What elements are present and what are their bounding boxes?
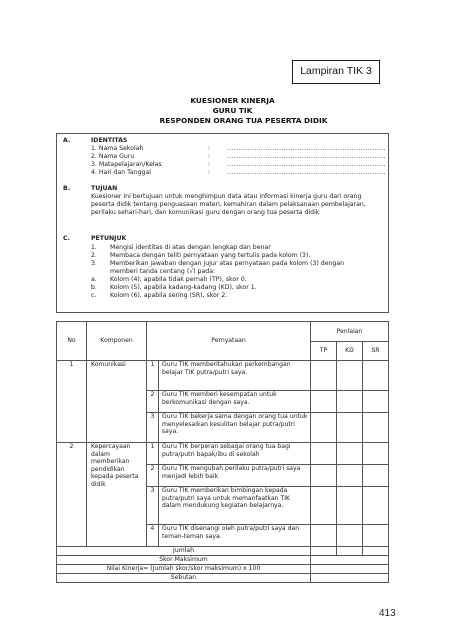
petunjuk-item <box>91 252 311 260</box>
table-row <box>57 443 389 465</box>
statement-text: Guru TIK memberitahukan perkembangan belajar TIK putra/putri saya. <box>159 361 311 391</box>
field-matapelajaran <box>91 161 386 169</box>
petunjuk-sub-item <box>91 292 228 300</box>
field-colon: : <box>208 145 211 152</box>
checkbox-tp[interactable] <box>311 525 337 547</box>
checkbox-sr[interactable] <box>363 413 389 443</box>
petunjuk-item <box>91 244 271 252</box>
footer-label: Sebutan <box>57 574 311 583</box>
footer-cell[interactable] <box>363 547 389 556</box>
title-line: KUESIONER KINERJA <box>190 96 275 105</box>
field-colon: : <box>208 161 211 168</box>
checkbox-tp[interactable] <box>311 443 337 465</box>
field-label: 4. Hari dan Tanggal <box>91 169 151 176</box>
header-penilaian: Penlaian <box>311 322 389 342</box>
fill-line: ...................................................................... <box>227 153 386 160</box>
title-line: GURU TIK <box>212 105 253 115</box>
statement-number: 3 <box>147 487 159 525</box>
field-nama-sekolah <box>91 145 386 153</box>
checkbox-kd[interactable] <box>337 487 363 525</box>
footer-label: Skor Maksimum <box>57 556 311 565</box>
checkbox-sr[interactable] <box>363 391 389 413</box>
checkbox-kd[interactable] <box>337 525 363 547</box>
table-row <box>57 361 389 391</box>
footer-row-jumlah <box>57 547 389 556</box>
appendix-label: Lampiran TIK 3 <box>292 60 380 84</box>
sub-letter: c. <box>91 292 97 299</box>
field-label: 1. Nama Sekolah <box>91 145 144 152</box>
statement-text: Guru TIK memberi kesempatan untuk berkomunikasi dengan saya. <box>159 391 311 413</box>
checkbox-sr[interactable] <box>363 525 389 547</box>
statement-number: 1 <box>147 361 159 391</box>
section-heading: IDENTITAS <box>91 137 128 144</box>
fill-line: ...................................................................... <box>227 161 386 168</box>
field-label: 2. Nama Guru <box>91 153 135 160</box>
header-komponen: Komponen <box>87 322 147 361</box>
statement-text: Guru TIK berperan sebagai orang tua bagi putra/putri bapak/ibu di sekolah <box>159 443 311 465</box>
item-text: Membaca dengan teliti pernyataan yang tertulis pada kolom (3). <box>110 252 311 259</box>
statement-text: Guru TIK bekerja sama dengan orang tua untuk menyelesaikan kesulitan belajar putra/putri saya. <box>159 413 311 443</box>
checkbox-tp[interactable] <box>311 465 337 487</box>
section-letter: C. <box>63 235 70 242</box>
fill-line: ...................................................................... <box>227 169 386 176</box>
statement-number: 4 <box>147 525 159 547</box>
petunjuk-sub-item <box>91 276 247 284</box>
footer-cell[interactable] <box>311 556 389 565</box>
section-letter: B. <box>63 185 71 192</box>
footer-label: Nilai Kinerja= (Jumlah skor/skor maksimum) x 100 <box>57 565 311 574</box>
footer-cell[interactable] <box>337 547 363 556</box>
tujuan-text-line: perilaku sehari-hari, dan komunikasi guru dengan orang tua peserta didik <box>91 209 320 216</box>
header-kd: KD <box>337 342 363 361</box>
tujuan-text-line: peserta didik tentang penguasaan materi, kemahiran dalam pelaksanaan pembelajaran, <box>91 201 366 208</box>
checkbox-sr[interactable] <box>363 487 389 525</box>
questionnaire-table <box>56 321 389 583</box>
item-number: 1. <box>91 244 97 251</box>
header-no: No <box>57 322 87 361</box>
footer-row-skor-maksimum <box>57 556 389 565</box>
checkbox-kd[interactable] <box>337 361 363 391</box>
section-letter: A. <box>63 137 71 144</box>
item-text: memberi tanda centang (√) pada: <box>110 268 216 275</box>
item-number: 2. <box>91 252 97 259</box>
footer-cell[interactable] <box>311 547 337 556</box>
group-komponen: Kepercayaan dalam memberikan pendidikan kepada peserta didik <box>87 443 147 547</box>
checkbox-sr[interactable] <box>363 361 389 391</box>
footer-label: Jumlah <box>57 547 311 556</box>
item-text: Mengisi identitas di atas dengan lengkap dan benar <box>110 244 271 251</box>
checkbox-sr[interactable] <box>363 465 389 487</box>
fill-line: ...................................................................... <box>227 145 386 152</box>
checkbox-kd[interactable] <box>337 391 363 413</box>
item-text: Memberikan jawaban dengan jujur atas pernyataan pada kolom (3) dengan <box>110 260 345 267</box>
group-komponen: Komunikasi <box>87 361 147 443</box>
checkbox-tp[interactable] <box>311 391 337 413</box>
footer-row-nilai-kinerja <box>57 565 389 574</box>
page-number: 413 <box>379 608 396 619</box>
sub-letter: a. <box>91 276 97 283</box>
sub-text: Kolom (5), apabila kadang-kadang (KD), skor 1. <box>110 284 257 291</box>
statement-number: 3 <box>147 413 159 443</box>
item-number: 3. <box>91 260 97 267</box>
statement-number: 2 <box>147 391 159 413</box>
checkbox-kd[interactable] <box>337 443 363 465</box>
field-colon: : <box>208 169 211 176</box>
checkbox-tp[interactable] <box>311 487 337 525</box>
checkbox-tp[interactable] <box>311 361 337 391</box>
tujuan-text-line: Kuesioner ini bertujuan untuk menghimpun data atau informasi kinerja guru dari orang <box>91 193 362 200</box>
field-hari-tanggal <box>91 169 386 177</box>
group-number: 1 <box>57 361 87 443</box>
section-heading: TUJUAN <box>91 185 118 192</box>
header-tp: TP <box>311 342 337 361</box>
footer-cell[interactable] <box>311 565 389 574</box>
sub-text: Kolom (6), apabila sering (SR), skor 2. <box>110 292 228 299</box>
statement-text: Guru TIK memberikan bimbingan kepada putra/putri saya untuk memanfaatkan TIK dalam mendukung kegiatan belajarnya. <box>159 487 311 525</box>
statement-text: Guru TIK disenangi oleh putra/putri saya dan teman-teman saya. <box>159 525 311 547</box>
section-heading: PETUNJUK <box>91 235 127 242</box>
sub-letter: b. <box>91 284 97 291</box>
title-line: RESPONDEN ORANG TUA PESERTA DIDIK <box>159 115 328 125</box>
footer-cell[interactable] <box>311 574 389 583</box>
statement-number: 2 <box>147 465 159 487</box>
field-colon: : <box>208 153 211 160</box>
checkbox-sr[interactable] <box>363 443 389 465</box>
checkbox-kd[interactable] <box>337 465 363 487</box>
checkbox-kd[interactable] <box>337 413 363 443</box>
sub-text: Kolom (4), apabila tidak pernah (TP), skor 0. <box>110 276 247 283</box>
petunjuk-sub-item <box>91 284 257 292</box>
statement-number: 1 <box>147 443 159 465</box>
checkbox-tp[interactable] <box>311 413 337 443</box>
instructions-box <box>56 133 389 313</box>
group-number: 2 <box>57 443 87 547</box>
field-nama-guru <box>91 153 386 161</box>
document-title <box>0 96 453 126</box>
header-pernyataan: Pernyataan <box>147 322 311 361</box>
field-label: 3. Matapelajaran/Kelas <box>91 161 162 168</box>
footer-row-sebutan <box>57 574 389 583</box>
header-sr: SR <box>363 342 389 361</box>
petunjuk-item <box>91 260 345 268</box>
statement-text: Guru TIK mengubah perilaku putra/putri saya menjadi lebih baik <box>159 465 311 487</box>
